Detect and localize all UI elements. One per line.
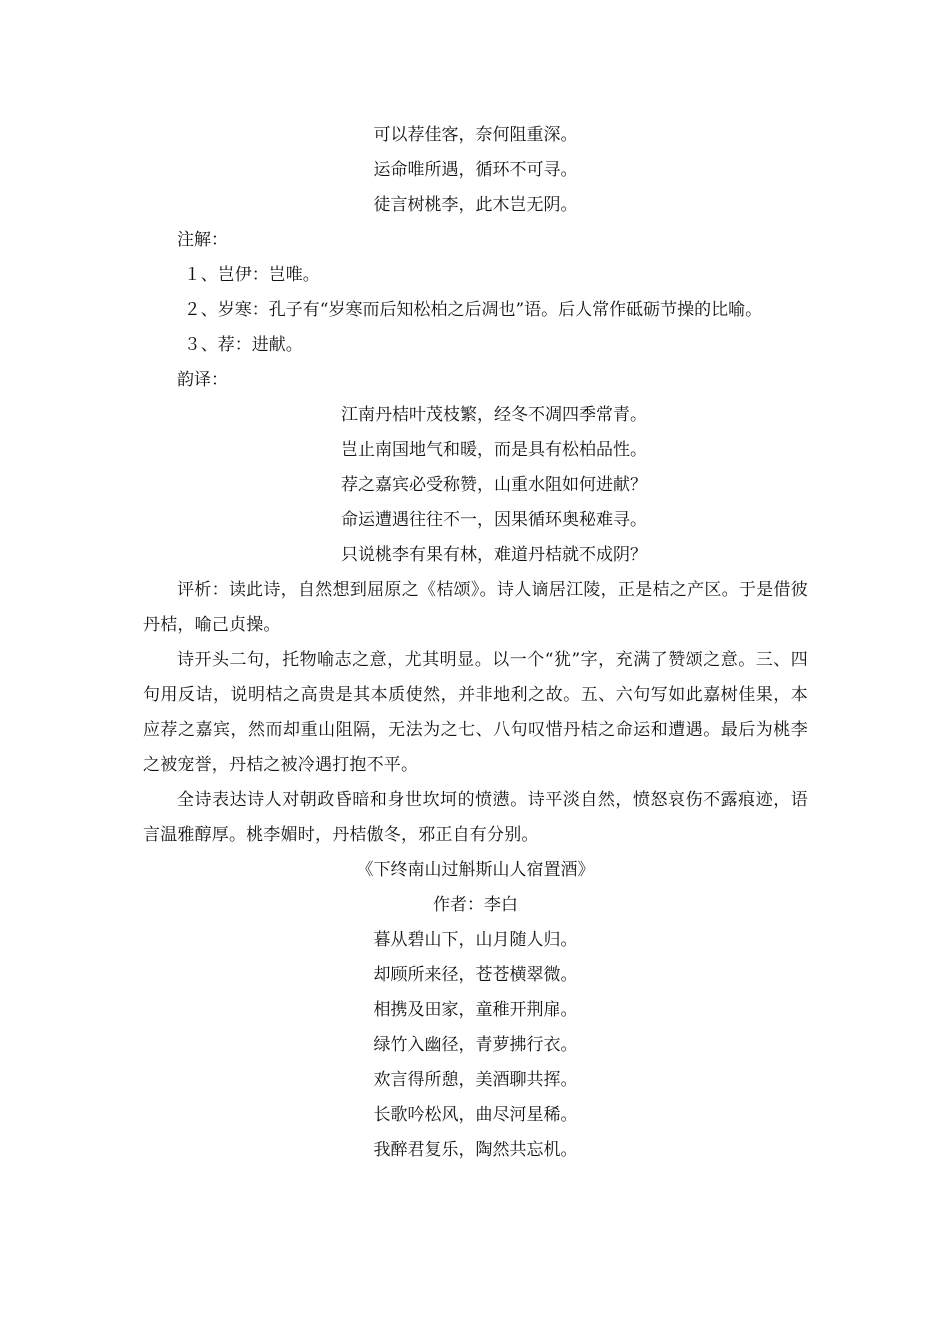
translation-line: 江南丹桔叶茂枝繁，经冬不凋四季常青。 (341, 405, 647, 425)
poem-tail (143, 118, 808, 223)
poem-line: 运命唯所遇，循环不可寻。 (373, 160, 578, 180)
note-item: ３、荐：进献。 (183, 335, 303, 355)
poem-line: 绿竹入幽径，青萝拂行衣。 (373, 1035, 578, 1055)
notes-label: 注解： (177, 230, 228, 250)
translation-line: 荐之嘉宾必受称赞，山重水阻如何进献？ (341, 475, 647, 495)
poem-author: 作者：李白 (433, 895, 518, 915)
poem-line: 可以荐佳客，奈何阻重深。 (373, 125, 578, 145)
translation-line: 命运遭遇往往不一，因果循环奥秘难寻。 (341, 510, 647, 530)
poem-title: 《下终南山过斛斯山人宿置酒》 (356, 860, 595, 880)
poem-line: 我醉君复乐，陶然共忘机。 (373, 1140, 578, 1160)
note-item: ２、岁寒：孔子有“岁寒而后知松柏之后凋也”语。后人常作砥砺节操的比喻。 (183, 300, 763, 320)
poem-line: 相携及田家，童稚开荆扉。 (373, 1000, 578, 1020)
analysis-paragraph: 评析：读此诗，自然想到屈原之《桔颂》。诗人谪居江陵，正是桔之产区。于是借彼丹桔，喻己贞操。 (143, 580, 808, 635)
translation-label: 韵译： (177, 370, 228, 390)
poem-body (143, 923, 808, 1168)
poem-line: 徒言树桃李，此木岂无阴。 (373, 195, 578, 215)
translation-line: 岂止南国地气和暖，而是具有松柏品性。 (341, 440, 647, 460)
translation-block (143, 398, 808, 573)
document-body (143, 118, 808, 1168)
note-item: １、岂伊：岂唯。 (183, 265, 320, 285)
poem-line: 长歌吟松风，曲尽河星稀。 (373, 1105, 578, 1125)
analysis-paragraph: 全诗表达诗人对朝政昏暗和身世坎坷的愤懑。诗平淡自然，愤怒哀伤不露痕迹，语言温雅醇厚。桃李媚时，丹桔傲冬，邪正自有分别。 (143, 790, 808, 845)
poem-line: 欢言得所憩，美酒聊共挥。 (373, 1070, 578, 1090)
poem-line: 暮从碧山下，山月随人归。 (373, 930, 578, 950)
analysis-paragraph: 诗开头二句，托物喻志之意，尤其明显。以一个“犹”字，充满了赞颂之意。三、四句用反诘，说明桔之高贵是其本质使然，并非地利之故。五、六句写如此嘉树佳果，本应荐之嘉宾，然而却重山阻隔，无法为之七、八句叹惜丹桔之命运和遭遇。最后为桃李之被宠誉，丹桔之被冷遇打抱不平。 (143, 650, 808, 775)
poem-line: 却顾所来径，苍苍横翠微。 (373, 965, 578, 985)
translation-line: 只说桃李有果有林，难道丹桔就不成阴？ (341, 545, 647, 565)
